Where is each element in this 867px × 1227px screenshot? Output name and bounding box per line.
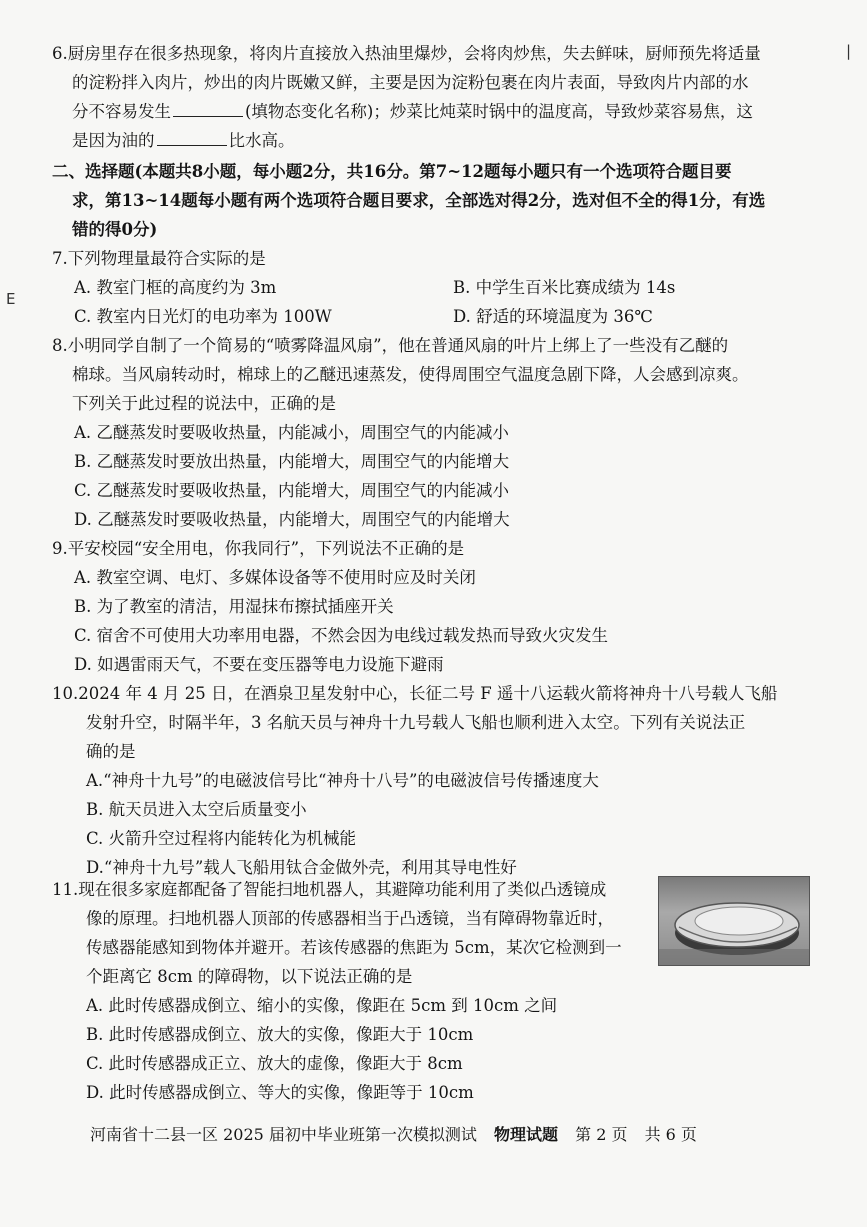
q11-option-b: B. 此时传感器成倒立、放大的实像，像距大于 10cm [86, 1025, 474, 1044]
q6-line4 [72, 127, 822, 155]
q8-option-b: B. 乙醚蒸发时要放出热量，内能增大，周围空气的内能增大 [74, 452, 510, 471]
q8-line3: 下列关于此过程的说法中，正确的是 [72, 394, 336, 413]
q11-option-a: A. 此时传感器成倒立、缩小的实像，像距在 5cm 到 10cm 之间 [86, 996, 558, 1015]
page-footer [90, 1122, 790, 1145]
q8-option-d: D. 乙醚蒸发时要吸收热量，内能增大，周围空气的内能增大 [74, 510, 510, 529]
footer-total-pages: 共 6 页 [644, 1125, 697, 1144]
q8-option-c: C. 乙醚蒸发时要吸收热量，内能增大，周围空气的内能减小 [74, 481, 510, 500]
q10-line1: 10.2024 年 4 月 25 日，在酒泉卫星发射中心，长征二号 F 遥十八运载火箭将神舟十八号载人飞船 [52, 684, 778, 703]
q7-option-b: B. 中学生百米比赛成绩为 14s [453, 278, 676, 297]
footer-page-number: 第 2 页 [575, 1125, 628, 1144]
q9-option-b: B. 为了教室的清洁，用湿抹布擦拭插座开关 [74, 597, 394, 616]
q6-line2: 的淀粉拌入肉片，炒出的肉片既嫩又鲜，主要是因为淀粉包裹在肉片表面，导致肉片内部的水 [72, 73, 749, 92]
robot-vacuum-illustration [659, 877, 809, 965]
q11-option-c: C. 此时传感器成正立、放大的虚像，像距大于 8cm [86, 1054, 463, 1073]
q10-option-a: A.“神舟十九号”的电磁波信号比“神舟十八号”的电磁波信号传播速度大 [86, 771, 599, 790]
q6-line3-start: 分不容易发生 [72, 102, 171, 121]
q7-option-d: D. 舒适的环境温度为 36℃ [453, 307, 653, 326]
q9-stem: 9.平安校园“安全用电，你我同行”，下列说法不正确的是 [52, 539, 465, 558]
robot-vacuum-photo [658, 876, 810, 966]
q6-line4-start: 是因为油的 [72, 131, 155, 150]
right-margin-mark: | [846, 42, 852, 60]
footer-subject: 物理试题 [494, 1125, 559, 1144]
q10-option-d: D.“神舟十九号”载人飞船用钛合金做外壳，利用其导电性好 [86, 858, 517, 877]
section2-line2: 求，第13~14题每小题有两个选项符合题目要求，全部选对得2分，选对但不全的得1分，有选 [72, 191, 766, 210]
answer-blank-2[interactable] [157, 129, 227, 146]
section2-line3: 错的得0分) [72, 220, 158, 239]
q10-line2: 发射升空，时隔半年，3 名航天员与神舟十九号载人飞船也顺利进入太空。下列有关说法正 [86, 713, 746, 732]
q7-option-a: A. 教室门框的高度约为 3m [74, 278, 277, 297]
q9-option-c: C. 宿舍不可使用大功率用电器，不然会因为电线过载发热而导致火灾发生 [74, 626, 609, 645]
q11-line4: 个距离它 8cm 的障碍物，以下说法正确的是 [86, 967, 413, 986]
q11-line2: 像的原理。扫地机器人顶部的传感器相当于凸透镜，当有障碍物靠近时， [86, 909, 614, 928]
footer-exam-name: 河南省十二县一区 2025 届初中毕业班第一次模拟测试 [90, 1125, 477, 1144]
q8-option-a: A. 乙醚蒸发时要吸收热量，内能减小，周围空气的内能减小 [74, 423, 509, 442]
q7-option-c: C. 教室内日光灯的电功率为 100W [74, 307, 332, 326]
left-margin-mark: E [6, 290, 16, 308]
q9-option-d: D. 如遇雷雨天气，不要在变压器等电力设施下避雨 [74, 655, 444, 674]
section2-line1: 二、选择题(本题共8小题，每小题2分，共16分。第7~12题每小题只有一个选项符合题目要 [52, 162, 732, 181]
answer-blank-1[interactable] [173, 100, 243, 117]
q11-line1: 11.现在很多家庭都配备了智能扫地机器人，其避障功能利用了类似凸透镜成 [52, 880, 607, 899]
q8-line2: 棉球。当风扇转动时，棉球上的乙醚迅速蒸发，使得周围空气温度急剧下降，人会感到凉爽。 [72, 365, 749, 384]
q11-option-d: D. 此时传感器成倒立、等大的实像，像距等于 10cm [86, 1083, 474, 1102]
q6-line1: 6.厨房里存在很多热现象，将肉片直接放入热油里爆炒，会将肉炒焦，失去鲜味，厨师预先将适量 [52, 44, 761, 63]
q11-line3: 传感器能感知到物体并避开。若该传感器的焦距为 5cm，某次它检测到一 [86, 938, 622, 957]
q6-line3 [72, 98, 822, 126]
q6-line3-end: (填物态变化名称)；炒菜比炖菜时锅中的温度高，导致炒菜容易焦，这 [245, 102, 753, 121]
q6-line4-end: 比水高。 [228, 131, 295, 150]
q10-option-c: C. 火箭升空过程将内能转化为机械能 [86, 829, 357, 848]
q10-option-b: B. 航天员进入太空后质量变小 [86, 800, 307, 819]
q7-stem: 7.下列物理量最符合实际的是 [52, 249, 266, 268]
q10-line3: 确的是 [86, 742, 136, 761]
q9-option-a: A. 教室空调、电灯、多媒体设备等不使用时应及时关闭 [74, 568, 476, 587]
q8-line1: 8.小明同学自制了一个简易的“喷雾降温风扇”，他在普通风扇的叶片上绑上了一些没有乙醚的 [52, 336, 729, 355]
